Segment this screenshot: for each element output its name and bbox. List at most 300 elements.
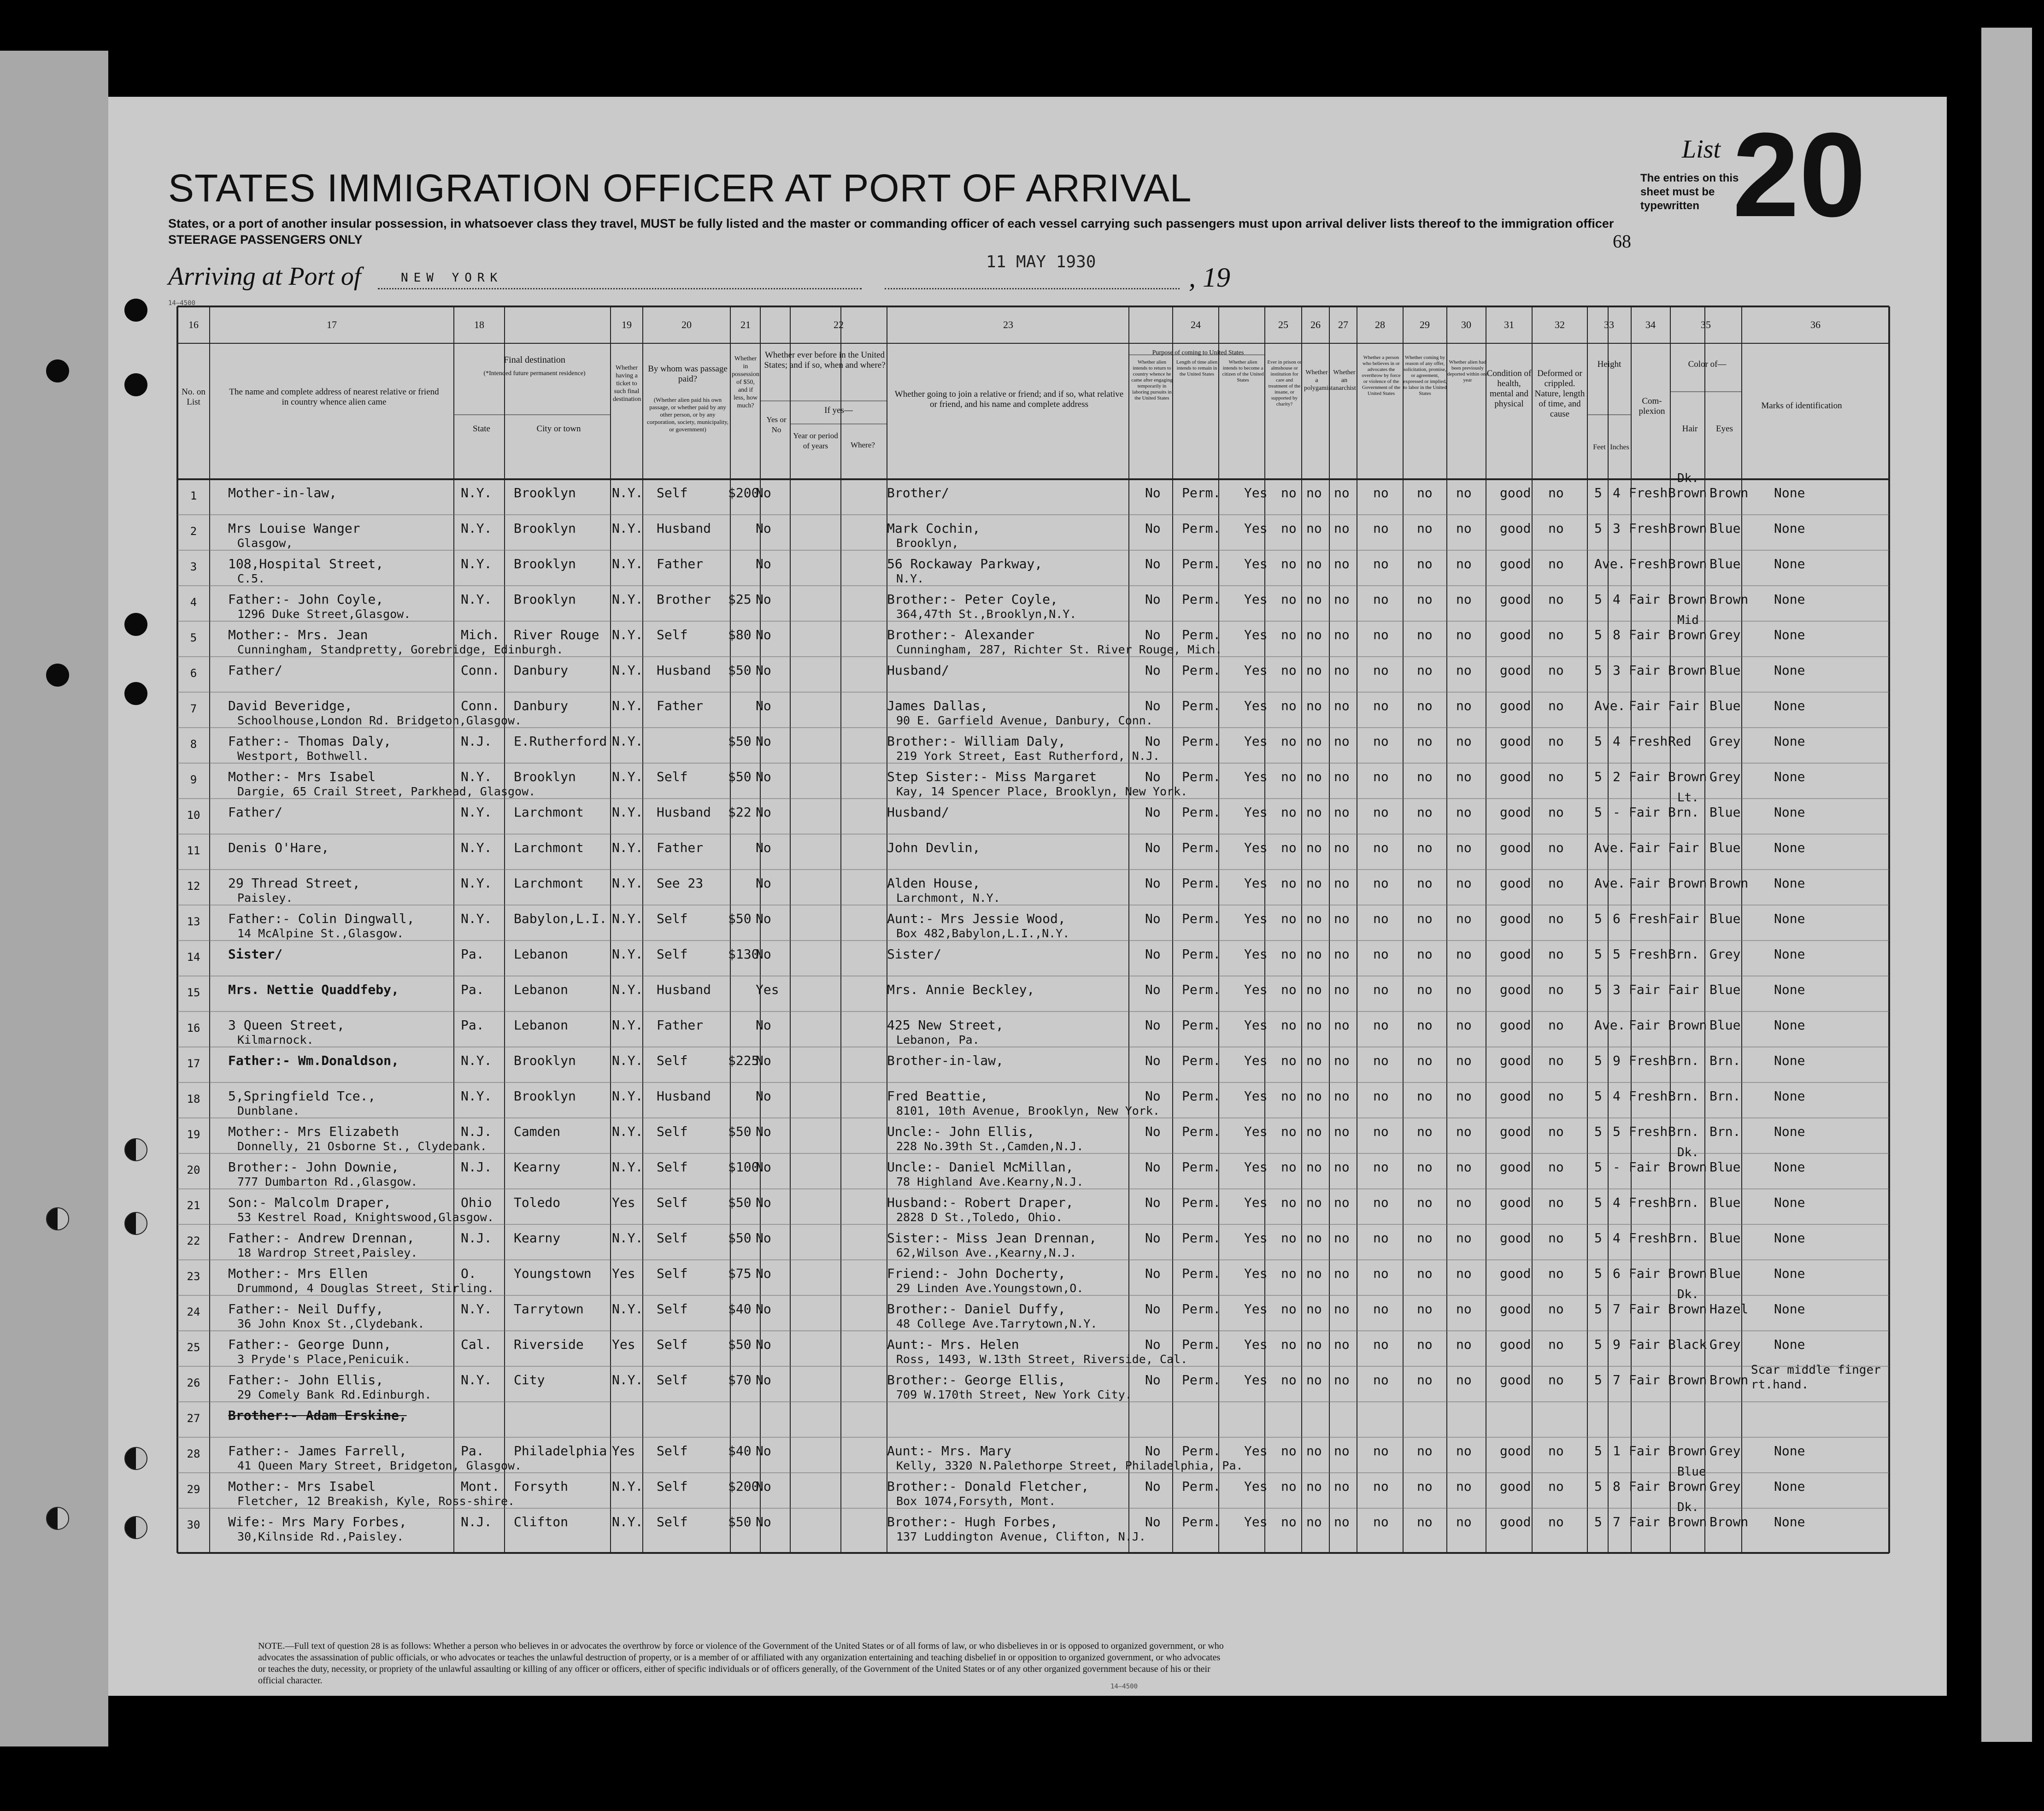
cell-inches: 2	[1613, 769, 1621, 784]
cell-citizen: Yes	[1244, 1514, 1268, 1529]
cell-deformed: no	[1548, 1301, 1564, 1317]
cell-passage-paid: Self	[657, 947, 688, 962]
cell-prison: no	[1281, 982, 1297, 997]
cell-anarchist: no	[1334, 1301, 1350, 1317]
header-previous-visit: Whether ever before in the United States; and if so, when and where?	[764, 350, 886, 370]
cell-relative-name: Brother:- John Downie,	[228, 1159, 399, 1175]
cell-eyes: Blue	[1709, 911, 1741, 926]
cell-inches: 7	[1613, 1514, 1621, 1529]
header-polygamist: Whether a polygamist	[1304, 369, 1333, 392]
typewritten-note: The entries on this sheet must be typewritten	[1640, 172, 1739, 212]
cell-previous-visit: Yes	[756, 982, 779, 997]
header-citizen: Whether alien intends to become a citizen of the United States	[1222, 359, 1264, 383]
header-height: Height	[1597, 359, 1621, 369]
cell-relative-name: Father:- George Dunn,	[228, 1337, 392, 1352]
cell-labor-offer: no	[1417, 734, 1433, 749]
cell-joining-address: 228 No.39th St.,Camden,N.J.	[896, 1140, 1084, 1153]
cell-joining-address: 2828 D St.,Toledo, Ohio.	[896, 1211, 1063, 1224]
cell-feet: 5	[1594, 1088, 1602, 1104]
cell-passage-paid: Father	[657, 840, 704, 855]
cell-eyes: Blue	[1709, 1266, 1741, 1281]
cell-intends-return: No	[1145, 840, 1161, 855]
cell-state: Mont.	[461, 1479, 500, 1494]
cell-joining-relative: Brother:- Alexander	[887, 627, 1035, 642]
cell-citizen: Yes	[1244, 698, 1268, 713]
cell-labor-offer: no	[1417, 947, 1433, 962]
cell-city: Camden	[514, 1124, 561, 1139]
cell-relative-name: Father:- John Coyle,	[228, 592, 384, 607]
row-number: 9	[190, 773, 197, 786]
cell-anarchist: no	[1334, 1053, 1350, 1068]
cell-intends-return: No	[1145, 1053, 1161, 1068]
cell-marks: None	[1774, 1514, 1805, 1529]
cell-citizen: Yes	[1244, 911, 1268, 926]
cell-polygamist: no	[1306, 698, 1322, 713]
cell-previous-visit: No	[756, 840, 771, 855]
cell-deformed: no	[1548, 1266, 1564, 1281]
cell-relative-name: Wife:- Mrs Mary Forbes,	[228, 1514, 407, 1529]
cell-citizen: Yes	[1244, 485, 1268, 500]
cell-passage-paid: Self	[657, 1301, 688, 1317]
cell-joining-relative: Sister/	[887, 947, 942, 962]
cell-previous-visit: No	[756, 911, 771, 926]
header-yes-no: Yes or No	[766, 415, 787, 434]
cell-length-stay: Perm.	[1182, 698, 1221, 713]
cell-money: $50	[728, 1230, 752, 1246]
cell-anarchist: no	[1334, 1195, 1350, 1210]
cell-city: Brooklyn	[514, 556, 576, 571]
cell-intends-return: No	[1145, 1479, 1161, 1494]
header-join-relative: Whether going to join a relative or friend; and if so, what relative or friend, and his name and complete address	[894, 389, 1124, 409]
cell-complexion: Fair	[1629, 663, 1660, 678]
cell-joining-address: Cunningham, 287, Richter St. River Rouge, Mich.	[896, 643, 1222, 656]
cell-joining-address: Kay, 14 Spencer Place, Brooklyn, New York.	[896, 785, 1188, 798]
cell-passage-paid: Self	[657, 1124, 688, 1139]
cell-deported: no	[1456, 1088, 1472, 1104]
cell-citizen: Yes	[1244, 876, 1268, 891]
cell-hair-modifier: Lt.	[1677, 791, 1699, 805]
cell-inches: 8	[1613, 1479, 1621, 1494]
cell-hair: Brown	[1668, 556, 1707, 571]
cell-city: Youngstown	[514, 1266, 592, 1281]
cell-state: N.Y.	[461, 876, 492, 891]
cell-marks: None	[1774, 1479, 1805, 1494]
cell-previous-visit: No	[756, 627, 771, 642]
cell-feet: 5	[1594, 1230, 1602, 1246]
cell-state: N.Y.	[461, 1088, 492, 1104]
cell-joining-relative: James Dallas,	[887, 698, 988, 713]
row-number: 11	[187, 844, 200, 857]
cell-inches: 7	[1613, 1372, 1621, 1388]
cell-anarchist: no	[1334, 840, 1350, 855]
cell-length-stay: Perm.	[1182, 627, 1221, 642]
cell-hair: Brn.	[1668, 1230, 1699, 1246]
cell-eyes: Brn.	[1709, 1088, 1741, 1104]
row-number: 14	[187, 951, 200, 964]
cell-previous-visit: No	[756, 1088, 771, 1104]
cell-passage-paid: Husband	[657, 1088, 711, 1104]
cell-intends-return: No	[1145, 947, 1161, 962]
cell-marks: None	[1774, 982, 1805, 997]
cell-citizen: Yes	[1244, 1372, 1268, 1388]
cell-joining-address: Lebanon, Pa.	[896, 1033, 980, 1047]
column-number: 31	[1504, 319, 1514, 330]
cell-deformed: no	[1548, 840, 1564, 855]
row-number: 8	[190, 738, 197, 751]
cell-ticket: Yes	[612, 1195, 635, 1210]
cell-joining-relative: Friend:- John Docherty,	[887, 1266, 1066, 1281]
cell-relative-address: 1296 Duke Street,Glasgow.	[237, 607, 411, 621]
cell-money: $50	[728, 1124, 752, 1139]
cell-previous-visit: No	[756, 1337, 771, 1352]
cell-ticket: N.Y.	[612, 698, 643, 713]
cell-deformed: no	[1548, 1195, 1564, 1210]
cell-previous-visit: No	[756, 1514, 771, 1529]
cell-length-stay: Perm.	[1182, 982, 1221, 997]
cell-joining-relative: Uncle:- Daniel McMillan,	[887, 1159, 1074, 1175]
row-number: 18	[187, 1093, 200, 1105]
cell-relative-name: Denis O'Hare,	[228, 840, 329, 855]
cell-joining-relative: Fred Beattie,	[887, 1088, 988, 1104]
header-state: State	[473, 424, 490, 434]
cell-relative-address: 777 Dumbarton Rd.,Glasgow.	[237, 1175, 418, 1188]
cell-passage-paid: Self	[657, 485, 688, 500]
cell-deformed: no	[1548, 1230, 1564, 1246]
cell-previous-visit: No	[756, 521, 771, 536]
cell-state: N.Y.	[461, 840, 492, 855]
cell-feet: Ave.	[1594, 556, 1626, 571]
cell-prison: no	[1281, 556, 1297, 571]
cell-eyes: Brown	[1709, 1372, 1749, 1388]
cell-inches: 9	[1613, 1053, 1621, 1068]
cell-hair: Brown	[1668, 769, 1707, 784]
cell-deported: no	[1456, 556, 1472, 571]
cell-deported: no	[1456, 1372, 1472, 1388]
cell-labor-offer: no	[1417, 485, 1433, 500]
cell-polygamist: no	[1306, 876, 1322, 891]
cell-joining-relative: 425 New Street,	[887, 1017, 1004, 1033]
cell-feet: 5	[1594, 1301, 1602, 1317]
cell-overthrow: no	[1373, 1301, 1389, 1317]
cell-marks: None	[1774, 1124, 1805, 1139]
cell-eyes: Hazel	[1709, 1301, 1749, 1317]
cell-ticket: N.Y.	[612, 1514, 643, 1529]
row-number: 21	[187, 1199, 200, 1212]
cell-overthrow: no	[1373, 982, 1389, 997]
cell-health: good	[1500, 840, 1531, 855]
cell-labor-offer: no	[1417, 982, 1433, 997]
cell-deported: no	[1456, 1124, 1472, 1139]
cell-marks: None	[1774, 592, 1805, 607]
cell-eyes: Grey	[1709, 1337, 1741, 1352]
cell-intends-return: No	[1145, 1124, 1161, 1139]
cell-ticket: N.Y.	[612, 734, 643, 749]
cell-eyes: Blue	[1709, 1195, 1741, 1210]
cell-money: $50	[728, 734, 752, 749]
cell-feet: 5	[1594, 947, 1602, 962]
cell-joining-relative: Brother:- William Daly,	[887, 734, 1066, 749]
cell-marks: None	[1774, 663, 1805, 678]
cell-health: good	[1500, 734, 1531, 749]
cell-intends-return: No	[1145, 592, 1161, 607]
cell-citizen: Yes	[1244, 592, 1268, 607]
cell-state: N.Y.	[461, 1372, 492, 1388]
cell-passage-paid: Self	[657, 1159, 688, 1175]
cell-relative-name: David Beveridge,	[228, 698, 352, 713]
cell-eyes: Blue	[1709, 1017, 1741, 1033]
cell-relative-address: 14 McAlpine St.,Glasgow.	[237, 927, 404, 940]
column-number: 30	[1461, 319, 1471, 330]
cell-prison: no	[1281, 663, 1297, 678]
cell-state: N.Y.	[461, 1053, 492, 1068]
cell-deported: no	[1456, 1337, 1472, 1352]
cell-deported: no	[1456, 698, 1472, 713]
cell-citizen: Yes	[1244, 1124, 1268, 1139]
cell-length-stay: Perm.	[1182, 1159, 1221, 1175]
header-if-yes: If yes—	[824, 406, 853, 415]
cell-overthrow: no	[1373, 805, 1389, 820]
cell-deformed: no	[1548, 556, 1564, 571]
cell-polygamist: no	[1306, 734, 1322, 749]
cell-deported: no	[1456, 1514, 1472, 1529]
cell-hair-modifier: Mid	[1677, 613, 1699, 627]
cell-labor-offer: no	[1417, 1088, 1433, 1104]
cell-previous-visit: No	[756, 805, 771, 820]
cell-inches: 4	[1613, 734, 1621, 749]
cell-joining-relative: Sister:- Miss Jean Drennan,	[887, 1230, 1097, 1246]
cell-inches: 6	[1613, 1266, 1621, 1281]
cell-feet: 5	[1594, 1372, 1602, 1388]
cell-ticket: N.Y.	[612, 876, 643, 891]
cell-intends-return: No	[1145, 556, 1161, 571]
cell-marks: None	[1774, 1195, 1805, 1210]
cell-complexion: Fresh	[1629, 485, 1668, 500]
cell-intends-return: No	[1145, 1230, 1161, 1246]
cell-feet: 5	[1594, 521, 1602, 536]
cell-ticket: N.Y.	[612, 1372, 643, 1388]
cell-joining-relative: Brother:- Peter Coyle,	[887, 592, 1058, 607]
cell-inches: 5	[1613, 947, 1621, 962]
cell-passage-paid: Self	[657, 1372, 688, 1388]
cell-citizen: Yes	[1244, 1088, 1268, 1104]
cell-polygamist: no	[1306, 1479, 1322, 1494]
header-where: Where?	[851, 441, 875, 449]
cell-polygamist: no	[1306, 1337, 1322, 1352]
cell-marks: None	[1774, 1443, 1805, 1458]
cell-passage-paid: Self	[657, 1195, 688, 1210]
footnote: NOTE.—Full text of question 28 is as follows: Whether a person who believes in or advocates the overthrow by force or violence of the Government of the United States or of all forms of law, or who disbelieves in or is opposed to organized government, or who advocates the assassination of public officials, or who advocates or teaches the unlawful destruction of property, or is a member of or affiliated with any organization entertaining and teaching disbelief in or opposition to organized government, or who advocates or teaches the duty, necessity, or propriety of the unlawful assaulting or killing of any officer or officers, either of specific individuals or of officers generally, of the Government of the United States or of any other organized government because of his or their official character.	[258, 1641, 1224, 1686]
cell-prison: no	[1281, 876, 1297, 891]
cell-inches: -	[1613, 805, 1621, 820]
cell-prison: no	[1281, 1301, 1297, 1317]
cell-polygamist: no	[1306, 1443, 1322, 1458]
cell-overthrow: no	[1373, 1230, 1389, 1246]
cell-passage-paid: Self	[657, 627, 688, 642]
cell-prison: no	[1281, 769, 1297, 784]
cell-length-stay: Perm.	[1182, 1337, 1221, 1352]
cell-joining-address: Box 482,Babylon,L.I.,N.Y.	[896, 927, 1070, 940]
cell-complexion: Fair	[1629, 1443, 1660, 1458]
cell-relative-name: Father:- John Ellis,	[228, 1372, 384, 1388]
row-number: 10	[187, 809, 200, 822]
cell-deformed: no	[1548, 1443, 1564, 1458]
cell-relative-address: Dunblane.	[237, 1104, 300, 1117]
cell-passage-paid: Self	[657, 1514, 688, 1529]
cell-state: N.Y.	[461, 911, 492, 926]
cell-health: good	[1500, 1195, 1531, 1210]
form-number: 14—4500	[168, 300, 196, 307]
cell-deported: no	[1456, 627, 1472, 642]
cell-prison: no	[1281, 627, 1297, 642]
cell-deformed: no	[1548, 1479, 1564, 1494]
header-feet: Feet	[1593, 443, 1606, 451]
cell-overthrow: no	[1373, 734, 1389, 749]
cell-prison: no	[1281, 698, 1297, 713]
cell-feet: 5	[1594, 911, 1602, 926]
cell-hair: Brn.	[1668, 1088, 1699, 1104]
cell-relative-address: Fletcher, 12 Breakish, Kyle, Ross-shire.	[237, 1494, 515, 1508]
cell-joining-relative: Step Sister:- Miss Margaret	[887, 769, 1097, 784]
cell-labor-offer: no	[1417, 1372, 1433, 1388]
cell-labor-offer: no	[1417, 1266, 1433, 1281]
cell-hair: Brown	[1668, 1266, 1707, 1281]
cell-polygamist: no	[1306, 485, 1322, 500]
cell-citizen: Yes	[1244, 1017, 1268, 1033]
cell-eyes: Blue	[1709, 840, 1741, 855]
cell-complexion: Fair	[1629, 1159, 1660, 1175]
cell-citizen: Yes	[1244, 947, 1268, 962]
cell-relative-address: C.5.	[237, 572, 265, 585]
cell-health: good	[1500, 1479, 1531, 1494]
cell-city: Tarrytown	[514, 1301, 584, 1317]
cell-feet: 5	[1594, 805, 1602, 820]
cell-joining-relative: 56 Rockaway Parkway,	[887, 556, 1043, 571]
cell-intends-return: No	[1145, 1266, 1161, 1281]
cell-complexion: Fair	[1629, 1372, 1660, 1388]
cell-eyes: Blue	[1709, 663, 1741, 678]
cell-citizen: Yes	[1244, 556, 1268, 571]
cell-deformed: no	[1548, 1337, 1564, 1352]
cell-health: good	[1500, 592, 1531, 607]
header-no-on-list: No. on List	[182, 387, 206, 407]
cell-money: $75	[728, 1266, 752, 1281]
cell-citizen: Yes	[1244, 982, 1268, 997]
header-labor-offer: Whether coming by reason of any offer, solicitation, promise, or agreement, expressed or implied, to labor in the United States	[1403, 355, 1447, 396]
cell-complexion: Fair	[1629, 876, 1660, 891]
cell-marks: None	[1774, 840, 1805, 855]
column-number: 25	[1278, 319, 1288, 330]
cell-ticket: N.Y.	[612, 627, 643, 642]
cell-prison: no	[1281, 1017, 1297, 1033]
cell-polygamist: no	[1306, 663, 1322, 678]
cell-money: $80	[728, 627, 752, 642]
cell-previous-visit: No	[756, 698, 771, 713]
cell-length-stay: Perm.	[1182, 1088, 1221, 1104]
cell-inches: 3	[1613, 663, 1621, 678]
cell-labor-offer: no	[1417, 556, 1433, 571]
cell-deported: no	[1456, 1479, 1472, 1494]
cell-relative-name: Father/	[228, 805, 283, 820]
cell-length-stay: Perm.	[1182, 1230, 1221, 1246]
cell-inches: 4	[1613, 1088, 1621, 1104]
cell-marks: None	[1774, 521, 1805, 536]
cell-overthrow: no	[1373, 911, 1389, 926]
cell-anarchist: no	[1334, 805, 1350, 820]
cell-citizen: Yes	[1244, 840, 1268, 855]
cell-labor-offer: no	[1417, 1195, 1433, 1210]
cell-city: Larchmont	[514, 840, 584, 855]
cell-deformed: no	[1548, 805, 1564, 820]
cell-anarchist: no	[1334, 734, 1350, 749]
cell-health: good	[1500, 769, 1531, 784]
cell-eyes: Grey	[1709, 627, 1741, 642]
cell-polygamist: no	[1306, 1372, 1322, 1388]
cell-hair: Brown	[1668, 1372, 1707, 1388]
cell-length-stay: Perm.	[1182, 1017, 1221, 1033]
row-number: 30	[187, 1518, 200, 1531]
cell-health: good	[1500, 1443, 1531, 1458]
cell-relative-address: 30,Kilnside Rd.,Paisley.	[237, 1530, 404, 1543]
cell-anarchist: no	[1334, 1017, 1350, 1033]
cell-prison: no	[1281, 521, 1297, 536]
cell-passage-paid: Husband	[657, 805, 711, 820]
cell-feet: 5	[1594, 485, 1602, 500]
cell-labor-offer: no	[1417, 698, 1433, 713]
list-number: 20	[1733, 108, 1866, 242]
cell-city: Riverside	[514, 1337, 584, 1352]
cell-city: Brooklyn	[514, 769, 576, 784]
cell-health: good	[1500, 1017, 1531, 1033]
header-eyes: Eyes	[1716, 424, 1733, 434]
cell-deformed: no	[1548, 1124, 1564, 1139]
cell-city: Kearny	[514, 1159, 561, 1175]
cell-feet: 5	[1594, 663, 1602, 678]
header-final-destination-note: (*Intended future permanent residence)	[483, 370, 586, 377]
cell-deformed: no	[1548, 982, 1564, 997]
cell-length-stay: Perm.	[1182, 556, 1221, 571]
cell-overthrow: no	[1373, 1124, 1389, 1139]
cell-feet: 5	[1594, 1479, 1602, 1494]
cell-passage-paid: Self	[657, 769, 688, 784]
cell-intends-return: No	[1145, 734, 1161, 749]
cell-passage-paid: Father	[657, 698, 704, 713]
cell-feet: 5	[1594, 769, 1602, 784]
cell-joining-relative: Brother-in-law,	[887, 1053, 1004, 1068]
cell-health: good	[1500, 485, 1531, 500]
cell-passage-paid: Self	[657, 1230, 688, 1246]
cell-money: $22	[728, 805, 752, 820]
cell-state: N.Y.	[461, 485, 492, 500]
cell-feet: 5	[1594, 734, 1602, 749]
cell-deported: no	[1456, 1017, 1472, 1033]
cell-length-stay: Perm.	[1182, 1195, 1221, 1210]
cell-feet: 5	[1594, 1195, 1602, 1210]
cell-relative-name: Mother:- Mrs. Jean	[228, 627, 368, 642]
cell-ticket: N.Y.	[612, 982, 643, 997]
cell-relative-address: Westport, Bothwell.	[237, 749, 369, 763]
cell-overthrow: no	[1373, 698, 1389, 713]
cell-length-stay: Perm.	[1182, 1372, 1221, 1388]
cell-deported: no	[1456, 840, 1472, 855]
cell-marks: None	[1774, 1017, 1805, 1033]
cell-relative-name: Father:- Neil Duffy,	[228, 1301, 384, 1317]
cell-anarchist: no	[1334, 556, 1350, 571]
cell-passage-paid: Self	[657, 1479, 688, 1494]
column-number: 33	[1604, 319, 1614, 330]
cell-hair: Brown	[1668, 1301, 1707, 1317]
cell-marks: None	[1774, 1053, 1805, 1068]
cell-joining-relative: Aunt:- Mrs. Mary	[887, 1443, 1011, 1458]
